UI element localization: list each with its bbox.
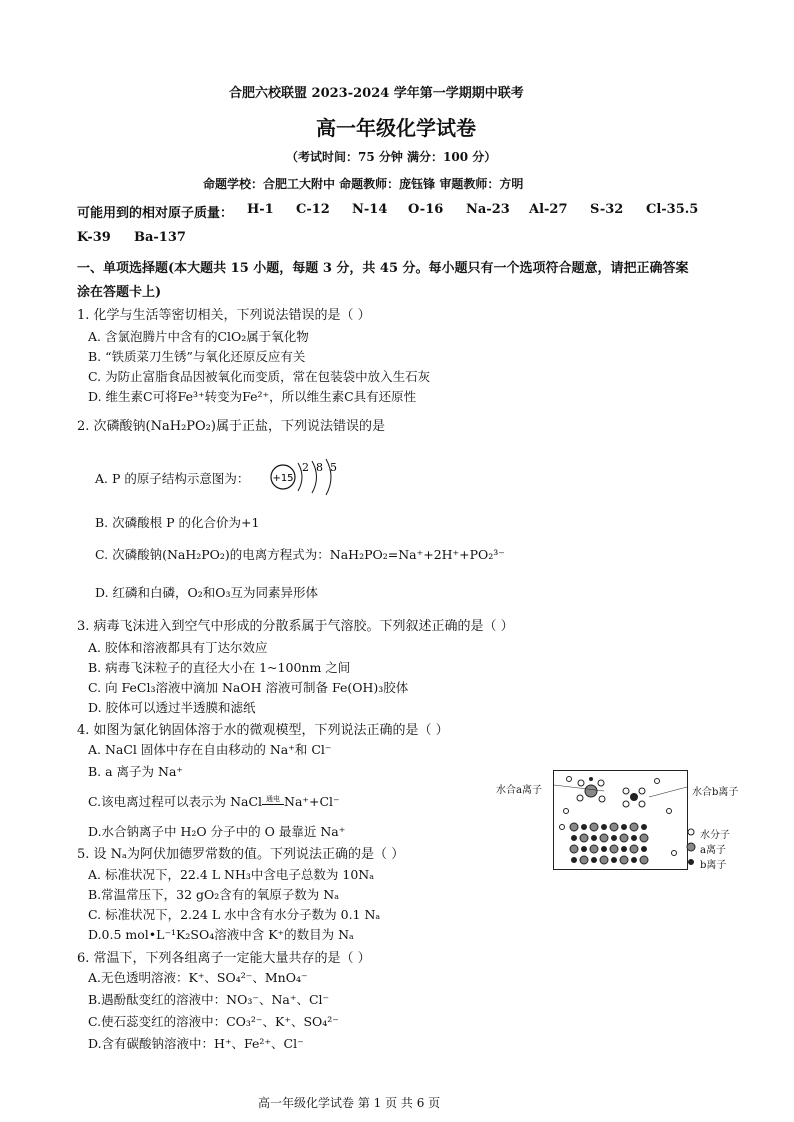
atomic-mass-item: S-32 bbox=[590, 202, 624, 217]
water-molecules bbox=[560, 777, 677, 856]
shell-electrons: 2 bbox=[302, 461, 309, 474]
atomic-mass-item: K-39 bbox=[77, 230, 111, 245]
q6-option-a: A.无色透明溶液：K⁺、SO₄²⁻、MnO₄⁻ bbox=[88, 970, 308, 985]
exam-authors: 命题学校：合肥工大附中 命题教师：庞钰锋 审题教师：方明 bbox=[203, 177, 524, 191]
hydrated-b-ion-label: 水合b离子 bbox=[692, 787, 739, 798]
q4-option-c bbox=[88, 792, 340, 810]
hydrated-b-ion bbox=[623, 788, 645, 807]
atomic-mass-item: N-14 bbox=[352, 202, 388, 217]
electrolysis-label: 通电 bbox=[266, 795, 281, 803]
q1-option-b: B. “铁质菜刀生锈”与氧化还原反应有关 bbox=[88, 349, 306, 364]
legend-water-molecule: 水分子 bbox=[700, 830, 730, 841]
q3-option-d: D. 胶体可以透过半透膜和滤纸 bbox=[88, 700, 256, 715]
exam-info: （考试时间：75 分钟 满分：100 分） bbox=[286, 150, 497, 164]
electrolysis-arrow bbox=[262, 795, 284, 810]
subject-title: 高一年级化学试卷 bbox=[316, 116, 476, 140]
q2-option-d: D. 红磷和白磷，O₂和O₃互为同素异形体 bbox=[95, 585, 319, 600]
q3-option-c: C. 向 FeCl₃溶液中滴加 NaOH 溶液可制备 Fe(OH)₃胶体 bbox=[88, 680, 409, 695]
q2-option-b: B. 次磷酸根 P 的化合价为+1 bbox=[95, 515, 260, 530]
q6-option-b: B.遇酚酞变红的溶液中：NO₃⁻、Na⁺、Cl⁻ bbox=[88, 992, 330, 1007]
page-footer: 高一年级化学试卷 第 1 页 共 6 页 bbox=[258, 1096, 441, 1110]
nacl-dissolution-diagram bbox=[553, 770, 688, 870]
q1-option-a: A. 含氯泡腾片中含有的ClO₂属于氧化物 bbox=[88, 329, 309, 344]
q1-option-c: C. 为防止富脂食品因被氧化而变质，常在包装袋中放入生石灰 bbox=[88, 369, 431, 384]
hydrated-a-ion-label: 水合a离子 bbox=[496, 785, 542, 796]
q4-option-b: B. a 离子为 Na⁺ bbox=[88, 764, 184, 779]
q5-option-d: D.0.5 mol•L⁻¹K₂SO₄溶液中含 K⁺的数目为 Nₐ bbox=[88, 927, 354, 942]
atomic-mass-item: H-1 bbox=[247, 202, 274, 217]
pointer-line bbox=[649, 787, 687, 797]
atomic-mass-item: C-12 bbox=[296, 202, 330, 217]
q4-option-c-text: C.该电离过程可以表示为 NaCl bbox=[88, 794, 263, 809]
q3-option-b: B. 病毒飞沫粒子的直径大小在 1~100nm 之间 bbox=[88, 660, 351, 675]
atomic-mass-item: Na-23 bbox=[466, 202, 510, 217]
legend-a-ion: a离子 bbox=[700, 845, 726, 856]
q5-option-b: B.常温常压下，32 gO₂含有的氧原子数为 Nₐ bbox=[88, 887, 340, 902]
atomic-mass-item: Cl-35.5 bbox=[646, 202, 699, 217]
question-2-stem: 2. 次磷酸钠(NaH₂PO₂)属于正盐，下列说法错误的是 bbox=[77, 419, 385, 434]
shell-electrons: 8 bbox=[316, 461, 323, 474]
q5-option-c: C. 标准状况下，2.24 L 水中含有水分子数为 0.1 Nₐ bbox=[88, 907, 381, 922]
q2-option-a: A. P 的原子结构示意图为： bbox=[95, 471, 250, 486]
question-6-stem: 6. 常温下，下列各组离子一定能大量共存的是（ ） bbox=[77, 951, 371, 966]
atomic-mass-item: Al-27 bbox=[529, 202, 568, 217]
section-heading: 一、单项选择题(本大题共 15 小题，每题 3 分，共 45 分。每小题只有一个选项符合题意，请把正确答案 bbox=[77, 261, 689, 276]
nacl-lattice bbox=[570, 823, 648, 864]
legend-symbols bbox=[684, 826, 698, 870]
atomic-masses-label: 可能用到的相对原子质量： bbox=[77, 206, 234, 221]
q4-option-a: A. NaCl 固体中存在自由移动的 Na⁺和 Cl⁻ bbox=[88, 742, 332, 757]
legend-b-ion: b离子 bbox=[700, 860, 727, 871]
q4-option-d: D.水合钠离子中 H₂O 分子中的 O 最靠近 Na⁺ bbox=[88, 824, 346, 839]
shell-electrons: 5 bbox=[330, 461, 337, 474]
q6-option-c: C.使石蕊变红的溶液中：CO₃²⁻、K⁺、SO₄²⁻ bbox=[88, 1014, 339, 1029]
q2-option-c: C. 次磷酸钠(NaH₂PO₂)的电离方程式为：NaH₂PO₂=Na⁺+2H⁺+PO₂³⁻ bbox=[95, 547, 505, 562]
atomic-mass-item: Ba-137 bbox=[134, 230, 186, 245]
q5-option-a: A. 标准状况下，22.4 L NH₃中含电子总数为 10Nₐ bbox=[88, 867, 375, 882]
q3-option-a: A. 胶体和溶液都具有丁达尔效应 bbox=[88, 640, 268, 655]
atomic-mass-item: O-16 bbox=[408, 202, 444, 217]
nacl-dissolution-svg bbox=[554, 771, 687, 869]
question-1-stem: 1. 化学与生活等密切相关，下列说法错误的是（ ） bbox=[77, 308, 371, 323]
exam-title: 合肥六校联盟 2023-2024 学年第一学期期中联考 bbox=[229, 86, 524, 101]
q6-option-d: D.含有碳酸钠溶液中：H⁺、Fe²⁺、Cl⁻ bbox=[88, 1036, 304, 1051]
question-3-stem: 3. 病毒飞沫进入到空气中形成的分散系属于气溶胶。下列叙述正确的是（ ） bbox=[77, 619, 514, 634]
nucleus-charge: +15 bbox=[272, 473, 294, 484]
q1-option-d: D. 维生素C可将Fe³⁺转变为Fe²⁺，所以维生素C具有还原性 bbox=[88, 389, 417, 404]
phosphorus-atom-structure-diagram bbox=[268, 455, 348, 499]
question-4-stem: 4. 如图为氯化钠固体溶于水的微观模型，下列说法正确的是（ ） bbox=[77, 723, 449, 738]
q4-option-c-products: Na⁺+Cl⁻ bbox=[284, 794, 340, 809]
section-heading-cont: 涂在答题卡上) bbox=[77, 285, 162, 300]
question-5-stem: 5. 设 Nₐ为阿伏加德罗常数的值。下列说法正确的是（ ） bbox=[77, 847, 405, 862]
